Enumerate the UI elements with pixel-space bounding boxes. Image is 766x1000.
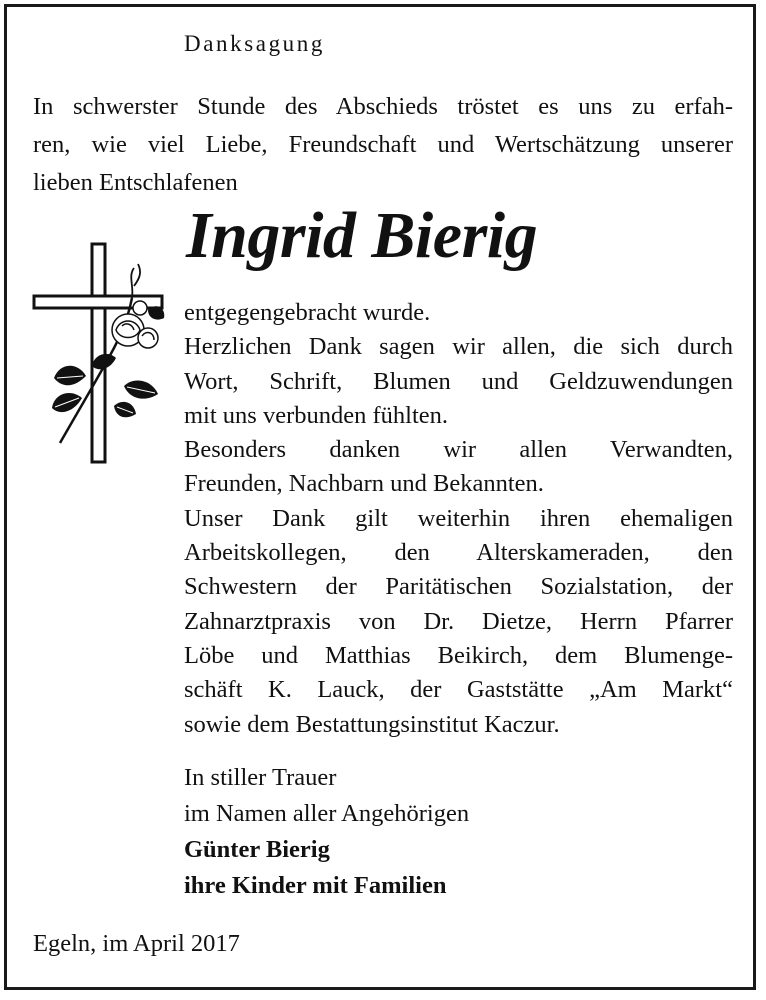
body-line: Löbe und Matthias Beikirch, dem Blumenge- <box>184 641 733 669</box>
signer-name: Günter Bierig <box>184 836 330 863</box>
body-line: Arbeitskollegen, den Alterskameraden, den <box>184 539 733 567</box>
closing-block <box>184 760 469 904</box>
body-line: Besonders danken wir allen Verwandten, <box>184 436 733 464</box>
body-line: Freunden, Nachbarn und Bekannten. <box>184 470 544 498</box>
body-line: Wort, Schrift, Blumen und Geldzuwendungen <box>184 367 733 395</box>
intro-line: ren, wie viel Liebe, Freundschaft und Wertschätzung unserer <box>33 131 733 158</box>
body-line: Unser Dank gilt weiterhin ihren ehemaligen <box>184 504 733 532</box>
thanks-paragraph <box>184 296 733 742</box>
body-line: schäft K. Lauck, der Gaststätte „Am Markt“ <box>184 676 733 704</box>
place-and-date: Egeln, im April 2017 <box>33 930 240 957</box>
body-line: Schwestern der Paritätischen Sozialstation, der <box>184 573 733 601</box>
body-line: mit uns verbunden fühlten. <box>184 401 449 429</box>
notice-heading: Danksagung <box>184 31 325 56</box>
signer-family: ihre Kinder mit Familien <box>184 872 447 899</box>
intro-paragraph <box>33 88 733 202</box>
cross-with-rose-icon <box>30 238 170 468</box>
body-line: Zahnarztpraxis von Dr. Dietze, Herrn Pfarrer <box>184 607 733 635</box>
closing-line: In stiller Trauer <box>184 764 337 791</box>
intro-line: lieben Entschlafenen <box>33 169 238 196</box>
body-line: entgegengebracht wurde. <box>184 299 431 326</box>
deceased-name: Ingrid Bierig <box>186 199 538 272</box>
body-line: Herzlichen Dank sagen wir allen, die sich durch <box>184 333 733 361</box>
closing-line: im Namen aller Angehörigen <box>184 800 470 827</box>
intro-line: In schwerster Stunde des Abschieds tröstet es uns zu erfah- <box>33 93 733 120</box>
body-line: sowie dem Bestattungsinstitut Kaczur. <box>184 710 560 738</box>
